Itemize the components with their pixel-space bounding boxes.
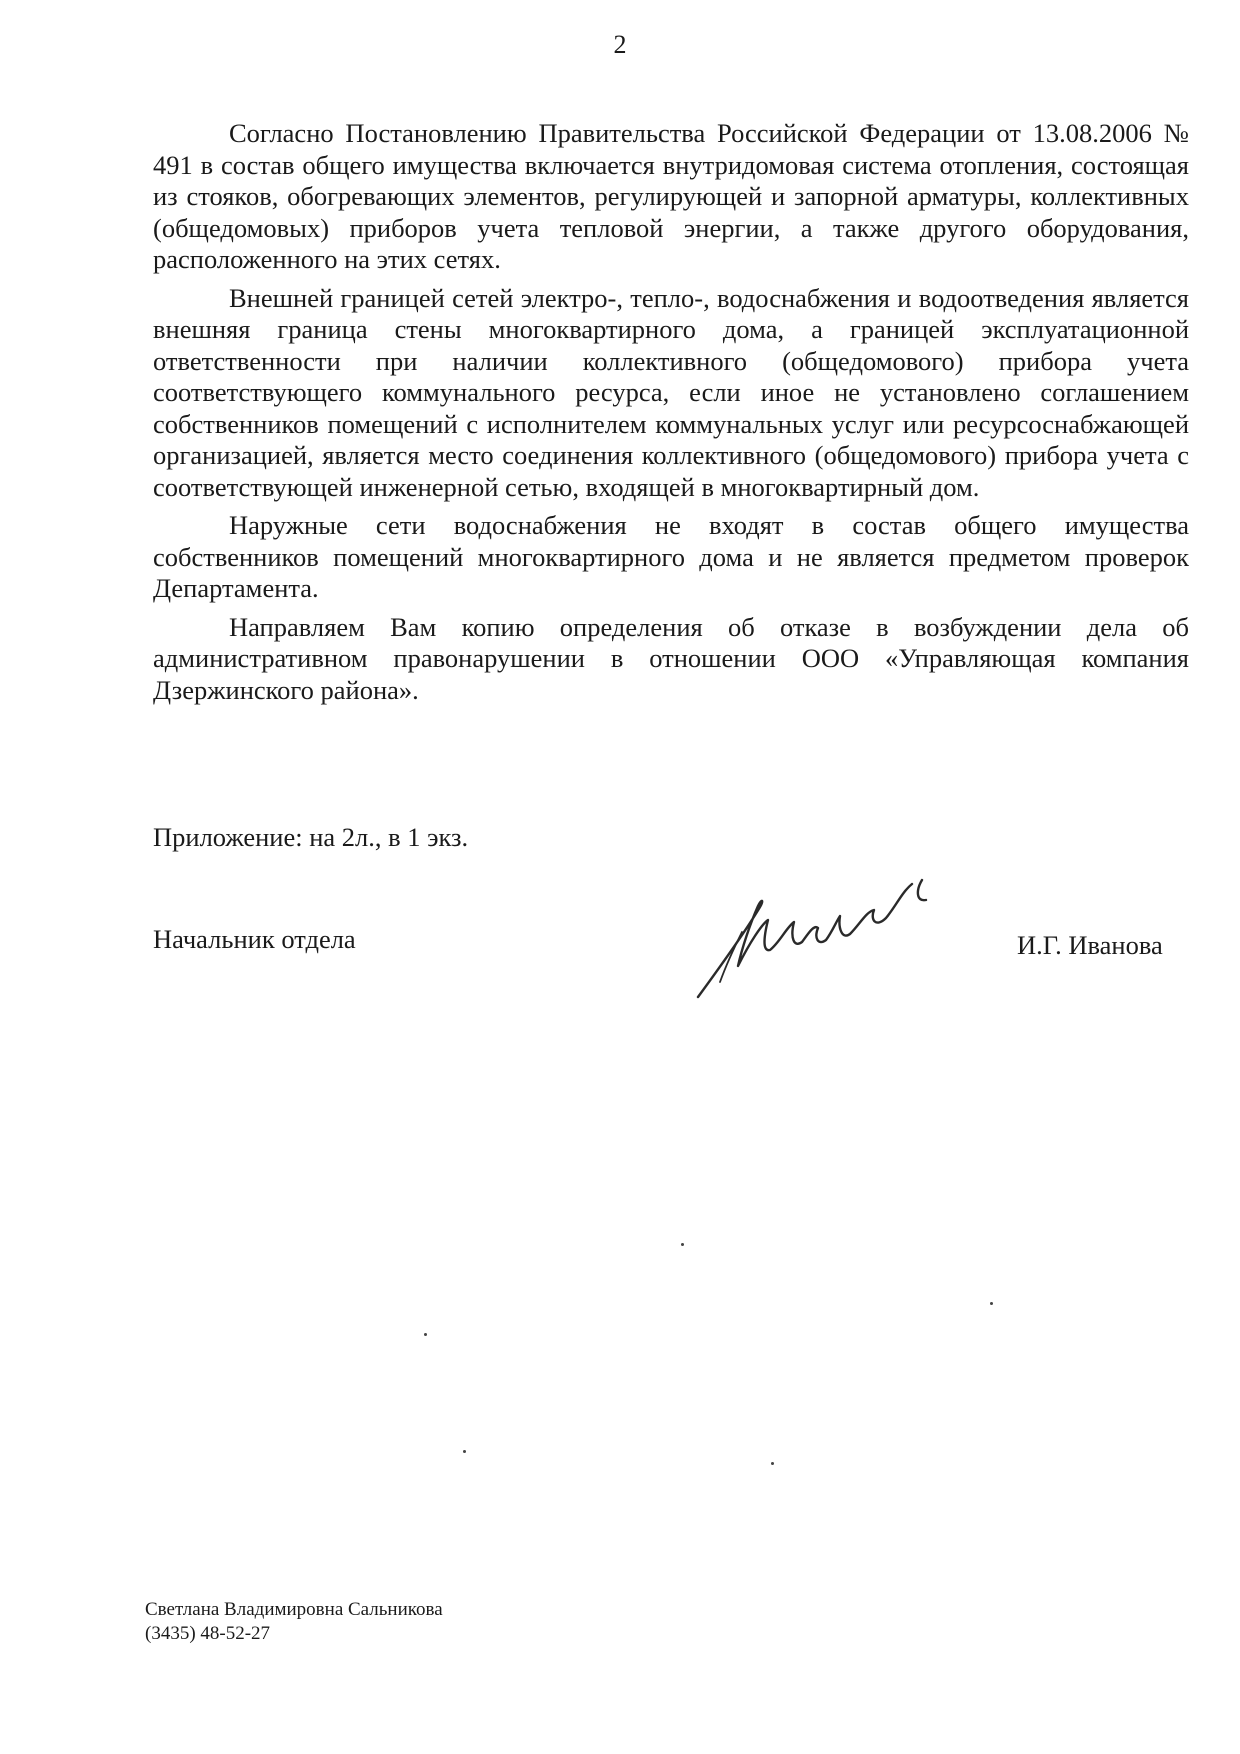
page-number: 2 [613, 30, 627, 59]
scan-speck [990, 1302, 993, 1305]
handwritten-signature [690, 862, 960, 1012]
scan-speck [424, 1333, 427, 1336]
scan-speck [463, 1450, 466, 1453]
scan-speck [771, 1462, 774, 1465]
paragraph-network-boundary: Внешней границей сетей электро-, тепло-, водоснабжения и водоотведения является внешняя граница стены многоквартирного дома, а границей эксплуатационной ответственности при наличии коллективного (общедомового) прибора учета соответствующего коммунального ресурса, если иное не установлено соглашением собственников помещений с исполнителем коммунальных услуг или ресурсоснабжающей организацией, является место соединения коллективного (общедомового) прибора учета с соответствующей инженерной сетью, входящей в многоквартирный дом. [153, 282, 1189, 502]
letter-body [153, 118, 1189, 713]
signatory-position: Начальник отдела [153, 924, 356, 954]
executor-name: Светлана Владимировна Сальникова [145, 1599, 443, 1620]
executor-block [145, 1598, 443, 1646]
paragraph-enclosed-copy: Направляем Вам копию определения об отказе в возбуждении дела об административном правонарушении в отношении ООО «Управляющая компания Дзержинского района». [153, 611, 1189, 705]
scan-speck [681, 1243, 684, 1246]
signatory-name: И.Г. Иванова [1017, 930, 1163, 960]
executor-phone: (3435) 48-52-27 [145, 1623, 271, 1644]
attachment-note: Приложение: на 2л., в 1 экз. [153, 822, 469, 852]
paragraph-external-networks: Наружные сети водоснабжения не входят в состав общего имущества собственников помещений многоквартирного дома и не является предметом проверок Департамента. [153, 510, 1189, 603]
paragraph-property-composition: Согласно Постановлению Правительства Российской Федерации от 13.08.2006 № 491 в состав общего имущества включается внутридомовая система отопления, состоящая из стояков, обогревающих элементов, регулирующей и запорной арматуры, коллективных (общедомовых) приборов учета тепловой энергии, а также другого оборудования, расположенного на этих сетях. [153, 118, 1189, 274]
